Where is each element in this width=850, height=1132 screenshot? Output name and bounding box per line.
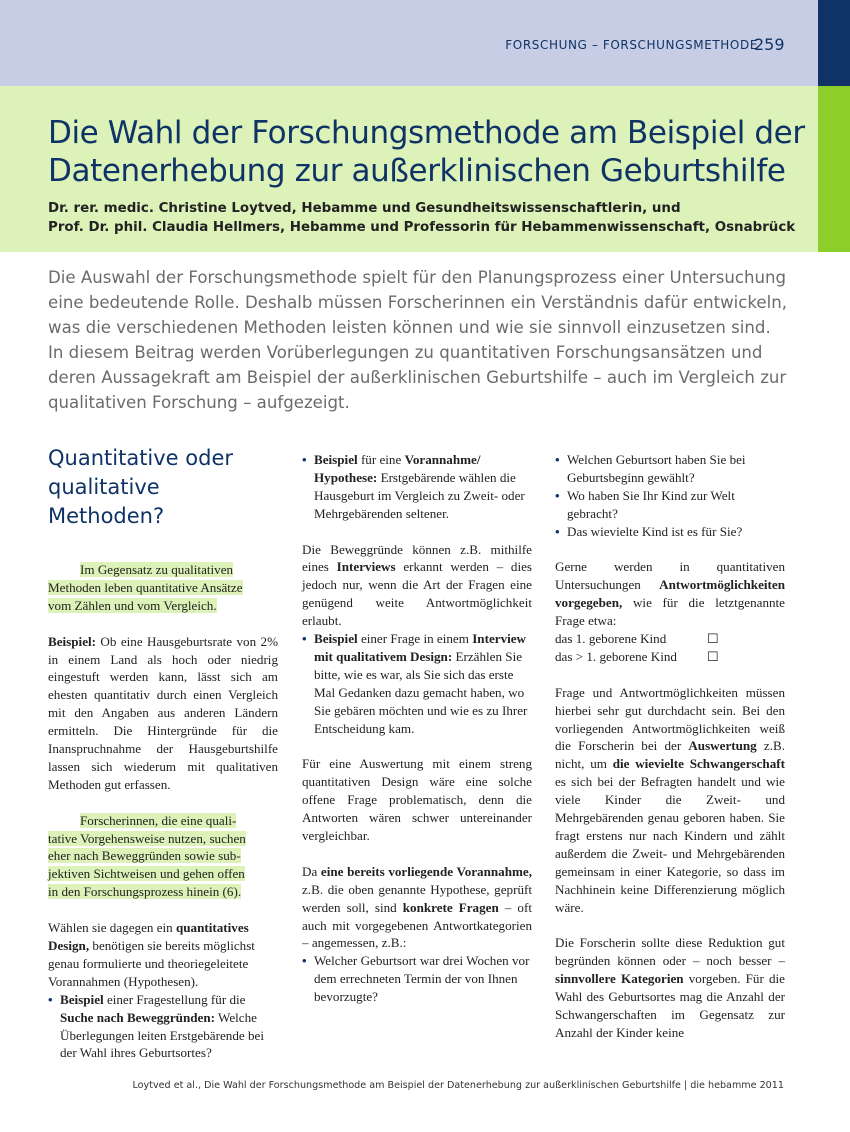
paragraph-text: – oft auch mit vorgegebenen Antwortkategorien – angemessen, z.B.: <box>302 899 532 951</box>
header-accent-stripe <box>818 0 850 86</box>
article-authors <box>48 199 818 237</box>
abstract-line: In diesem Beitrag werden Vorüberlegungen zu quantitativen Forschungsansätzen und <box>48 343 763 362</box>
item-text: einer Frage in einem <box>360 631 469 647</box>
highlight-line: jektiven Sichtweisen und gehen offen <box>48 866 245 882</box>
title-accent-stripe <box>818 86 850 252</box>
item-text: Welche Überlegungen leiten Erstgebärende bei der Wahl ihres Geburtsortes? <box>60 1009 264 1061</box>
bullet-icon: • <box>302 953 307 969</box>
bullet-list <box>302 952 532 1006</box>
paragraph-text: Da <box>302 863 318 879</box>
paragraph-bold: sinnvollere Kategorien <box>555 971 684 987</box>
paragraph-text: Gerne werden in quantitativen Untersuchungen <box>555 559 785 593</box>
paragraph <box>48 919 278 991</box>
article-title <box>48 114 808 190</box>
article-title-line: Die Wahl der Forschungsmethode am Beispiel der <box>48 115 805 151</box>
paragraph-text: Die Forscherin sollte diese Reduktion gut begründen können oder – noch besser – <box>555 935 785 969</box>
author-line: Prof. Dr. phil. Claudia Hellmers, Hebamme und Professorin für Hebammenwissenschaft, Osnabrück <box>48 220 796 235</box>
paragraph <box>555 934 785 1041</box>
paragraph <box>48 633 278 794</box>
bullet-list <box>302 451 532 523</box>
bullet-icon: • <box>555 487 560 503</box>
highlight-line: tative Vorgehensweise nutzen, suchen <box>48 830 246 846</box>
item-text: Wo haben Sie Ihr Kind zur Welt gebracht? <box>567 487 735 521</box>
paragraph <box>555 558 785 630</box>
bullet-list <box>48 991 278 1063</box>
item-bold: Interview mit qualitativem Design: <box>314 631 527 664</box>
paragraph-text: z.B. nicht, um <box>555 738 785 772</box>
item-text: Erstgebärende wählen die Hausgeburt im Vergleich zu Zweit- oder Mehrgebärenden seltener. <box>314 469 525 521</box>
item-text: einer Fragestellung für die <box>106 991 246 1007</box>
page-footer: Loytved et al., Die Wahl der Forschungsmethode am Beispiel der Datenerhebung zur außerklinischen Geburtshilfe | die hebamme 2011 <box>132 1080 784 1091</box>
paragraph: Für eine Auswertung mit einem streng quantitativen Design wäre eine solche offene Frage problematisch, denn die Antworten wären schwer untereinander vergleichbar. <box>302 756 532 843</box>
paragraph-text: z.B. die oben genannte Hypothese, geprüft werden soll, sind <box>302 881 532 915</box>
highlight-quote <box>48 561 278 615</box>
bullet-list <box>302 630 532 737</box>
highlight-line: Forscherinnen, die eine quali- <box>80 812 237 828</box>
paragraph-text: Wählen sie dagegen ein <box>48 920 173 936</box>
paragraph <box>302 863 532 953</box>
paragraph-text: vorgeben. Für die Wahl des Geburtsortes mag die Anzahl der Schwangerschaften im Gegensatz zur Anzahl der Kinder keine <box>555 971 785 1040</box>
item-text: Welchen Geburtsort haben Sie bei Geburtsbeginn gewählt? <box>567 452 746 485</box>
article-abstract <box>48 265 798 415</box>
highlight-line: Methoden leben quantitative Ansätze <box>48 579 243 595</box>
bullet-icon: • <box>302 452 307 467</box>
list-item <box>302 451 532 523</box>
highlight-line: eher nach Beweggründen sowie sub- <box>48 848 241 864</box>
item-bold: Beispiel <box>314 452 358 467</box>
text-column-1 <box>48 444 278 1080</box>
item-bold: Beispiel <box>314 631 358 647</box>
answer-option-label: das 1. geborene Kind <box>555 631 667 647</box>
paragraph-bold: quantitatives Design, <box>48 920 249 953</box>
list-item <box>302 630 532 737</box>
checkbox-icon: ☐ <box>707 648 719 664</box>
paragraph <box>555 684 785 917</box>
bullet-icon: • <box>555 452 560 467</box>
text-column-3 <box>555 451 785 1042</box>
abstract-line: deren Aussagekraft am Beispiel der außerklinischen Geburtshilfe – auch im Vergleich zur <box>48 368 787 387</box>
paragraph-text: wie für die letztgenannte Frage etwa: <box>555 595 785 629</box>
paragraph-text: Frage und Antwortmöglichkeiten müssen hierbei sehr gut durchdacht sein. Bei den vorliegenden Antwortmöglichkeiten weiß die Forscherin bei der <box>555 684 785 754</box>
page-number: 259 <box>754 35 785 54</box>
highlight-line: in den Forschungsprozess hinein (6). <box>48 884 242 900</box>
abstract-line: Die Auswahl der Forschungsmethode spielt für den Planungsprozess einer Untersuchung <box>48 268 787 287</box>
paragraph-lead: Beispiel: <box>48 633 97 649</box>
paragraph-text: es sich bei der Befragten handelt und wie viele Kinder die Zweit- und Mehrgebärenden genau geboren haben. Sie fragt erstens nur nach Kindern und zählt außerdem die Zweit- und Mehrgebärenden gemeinsam in einer Kategorie, so dass im Nachhinein keine Differenzierung möglich wäre. <box>555 774 785 915</box>
header-section-label: FORSCHUNG – FORSCHUNGSMETHODE <box>505 38 758 52</box>
item-text: Das wievielte Kind ist es für Sie? <box>567 523 743 539</box>
paragraph <box>302 541 532 631</box>
item-bold: Suche nach Beweggründen: <box>60 1009 215 1025</box>
highlight-line: Im Gegensatz zu qualitativen <box>80 562 234 577</box>
list-item <box>555 487 785 523</box>
paragraph-bold: eine bereits vorliegende Vorannahme, <box>320 863 532 879</box>
paragraph-text: Die Beweggründe können z.B. mithilfe eines <box>302 541 532 575</box>
answer-option-label: das > 1. geborene Kind <box>555 648 677 664</box>
bullet-icon: • <box>555 523 560 539</box>
article-title-line: Datenerhebung zur außerklinischen Geburtshilfe <box>48 153 786 189</box>
bullet-icon: • <box>48 991 53 1007</box>
item-text: Erzählen Sie bitte, wie es war, als Sie sich das erste Mal Gedanken dazu gemacht haben, wo Sie gebären möchten und wie es zu Ihrer Entscheidung kam. <box>314 648 528 736</box>
paragraph-bold: konkrete Fragen <box>402 899 499 915</box>
list-item <box>555 523 785 541</box>
abstract-line: was die verschiedenen Methoden leisten können und wie sie sinnvoll einzusetzen sind. <box>48 318 771 337</box>
checkbox-icon: ☐ <box>707 631 719 647</box>
paragraph-text: benötigen sie bereits möglichst genau formulierte und theoriegeleitete Vorannahmen (Hypothesen). <box>48 937 255 989</box>
section-heading-line: qualitative Methoden? <box>48 475 165 528</box>
paragraph-bold: Interviews <box>336 559 396 575</box>
section-heading <box>48 444 278 531</box>
item-text: für eine <box>360 452 402 467</box>
answer-option <box>555 648 785 666</box>
section-heading-line: Quantitative oder <box>48 446 234 470</box>
bullet-icon: • <box>302 631 307 647</box>
paragraph-bold: die wievielte Schwangerschaft <box>612 756 785 772</box>
item-text: Welcher Geburtsort war drei Wochen vor dem errechneten Termin der von Ihnen bevorzugte? <box>314 953 530 1005</box>
highlight-line: vom Zählen und vom Vergleich. <box>48 597 217 613</box>
author-line: Dr. rer. medic. Christine Loytved, Hebamme und Gesundheitswissenschaftlerin, und <box>48 201 681 216</box>
list-item <box>555 451 785 487</box>
paragraph-text: Ob eine Hausgeburtsrate von 2% in einem Land als hoch oder niedrig eingestuft werden kann, lässt sich am ehesten quantitativ durch einen Vergleich mit den Angaben aus anderen Ländern ermitteln. Die Hintergründe für die Inanspruchnahme der Hausgeburtshilfe lassen sich wiederum mit qualitativen Methoden gut erfassen. <box>48 633 278 792</box>
item-bold: Beispiel <box>60 991 104 1007</box>
abstract-line: qualitativen Forschung – aufgezeigt. <box>48 393 350 412</box>
paragraph-bold: Antwortmöglichkeiten vorgegeben, <box>555 577 785 611</box>
answer-option <box>555 630 785 648</box>
abstract-line: eine bedeutende Rolle. Deshalb müssen Forscherinnen ein Verständnis dafür entwickeln, <box>48 293 788 312</box>
paragraph-text: erkannt werden – dies jedoch nur, wenn die Art der Fragen eine genügend weite Antwortmöglichkeit erlaubt. <box>302 559 532 629</box>
list-item <box>302 952 532 1006</box>
bullet-list <box>555 451 785 541</box>
item-bold: Vorannahme/ Hypothese: <box>314 452 481 485</box>
highlight-quote <box>48 812 278 902</box>
list-item <box>48 991 278 1063</box>
paragraph-bold: Auswertung <box>688 738 757 754</box>
text-column-2 <box>302 451 532 1024</box>
